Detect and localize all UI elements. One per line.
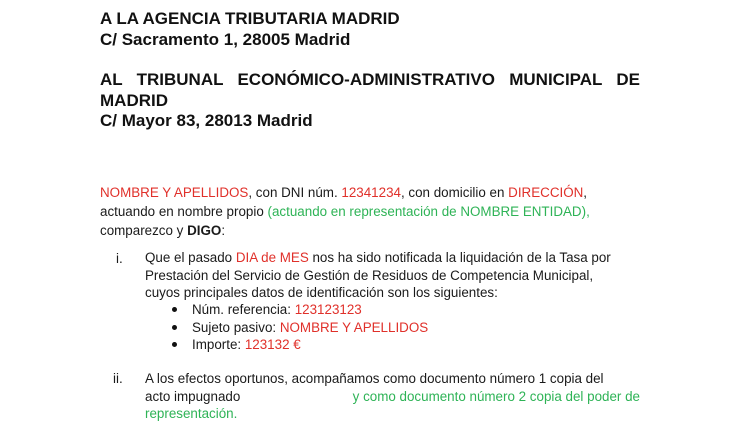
agency-address: C/ Sacramento 1, 28005 Madrid bbox=[100, 30, 351, 49]
reference-value: 123123123 bbox=[294, 302, 362, 317]
bullet-icon bbox=[172, 342, 177, 347]
taxpayer-value: NOMBRE Y APELLIDOS bbox=[279, 319, 429, 335]
list-item: Núm. referencia: 123123123 bbox=[172, 301, 428, 319]
address-placeholder: DIRECCIÓN bbox=[508, 185, 584, 200]
name-placeholder: NOMBRE Y APELLIDOS bbox=[100, 185, 249, 200]
power-of-attorney-text: y como documento número 2 copia del poder de bbox=[352, 388, 640, 404]
item-2-line-3: representación. bbox=[145, 406, 238, 421]
intro-line-2: actuando en nombre propio (actuando en representación de NOMBRE ENTIDAD), bbox=[100, 204, 590, 219]
intro-line-3: comparezco y DIGO: bbox=[100, 223, 226, 238]
bullet-icon bbox=[172, 307, 177, 312]
list-item: Importe: 123132 € bbox=[172, 336, 428, 354]
item-1-line-1: Que el pasado DIA de MES nos ha sido notificada la liquidación de la Tasa por bbox=[145, 250, 611, 265]
representation-placeholder: actuando en representación de NOMBRE ENTIDAD bbox=[271, 204, 582, 219]
tribunal-address: C/ Mayor 83, 28013 Madrid bbox=[100, 111, 313, 130]
item-numeral-2: ii. bbox=[113, 371, 123, 386]
list-item: Sujeto pasivo: NOMBRE Y APELLIDOS bbox=[172, 319, 428, 337]
item-numeral-1: i. bbox=[116, 251, 123, 266]
item-2-line-2: acto impugnado y como documento número 2 copia del poder de bbox=[145, 388, 640, 404]
item-2-text bbox=[145, 370, 640, 422]
tribunal-title: AL TRIBUNAL ECONÓMICO-ADMINISTRATIVO MUNICIPAL DE MADRID bbox=[100, 70, 640, 110]
identification-list bbox=[172, 301, 428, 354]
agency-title: A LA AGENCIA TRIBUTARIA MADRID bbox=[100, 9, 400, 28]
date-placeholder: DIA de MES bbox=[235, 250, 309, 265]
item-1-line-2: Prestación del Servicio de Gestión de Residuos de Competencia Municipal, bbox=[145, 267, 594, 283]
item-2-line-1: A los efectos oportunos, acompañamos como documento número 1 copia del bbox=[145, 371, 604, 386]
digo-keyword: DIGO bbox=[187, 223, 222, 238]
amount-value: 123132 € bbox=[244, 337, 301, 352]
dni-value: 12341234 bbox=[341, 185, 401, 200]
item-1-text bbox=[145, 249, 640, 302]
intro-line-1: NOMBRE Y APELLIDOS, con DNI núm. 12341234, con domicilio en DIRECCIÓN, bbox=[100, 185, 588, 200]
item-1-line-3: cuyos principales datos de identificación son los siguientes: bbox=[145, 285, 498, 300]
bullet-icon bbox=[172, 325, 177, 330]
intro-paragraph bbox=[100, 183, 640, 240]
